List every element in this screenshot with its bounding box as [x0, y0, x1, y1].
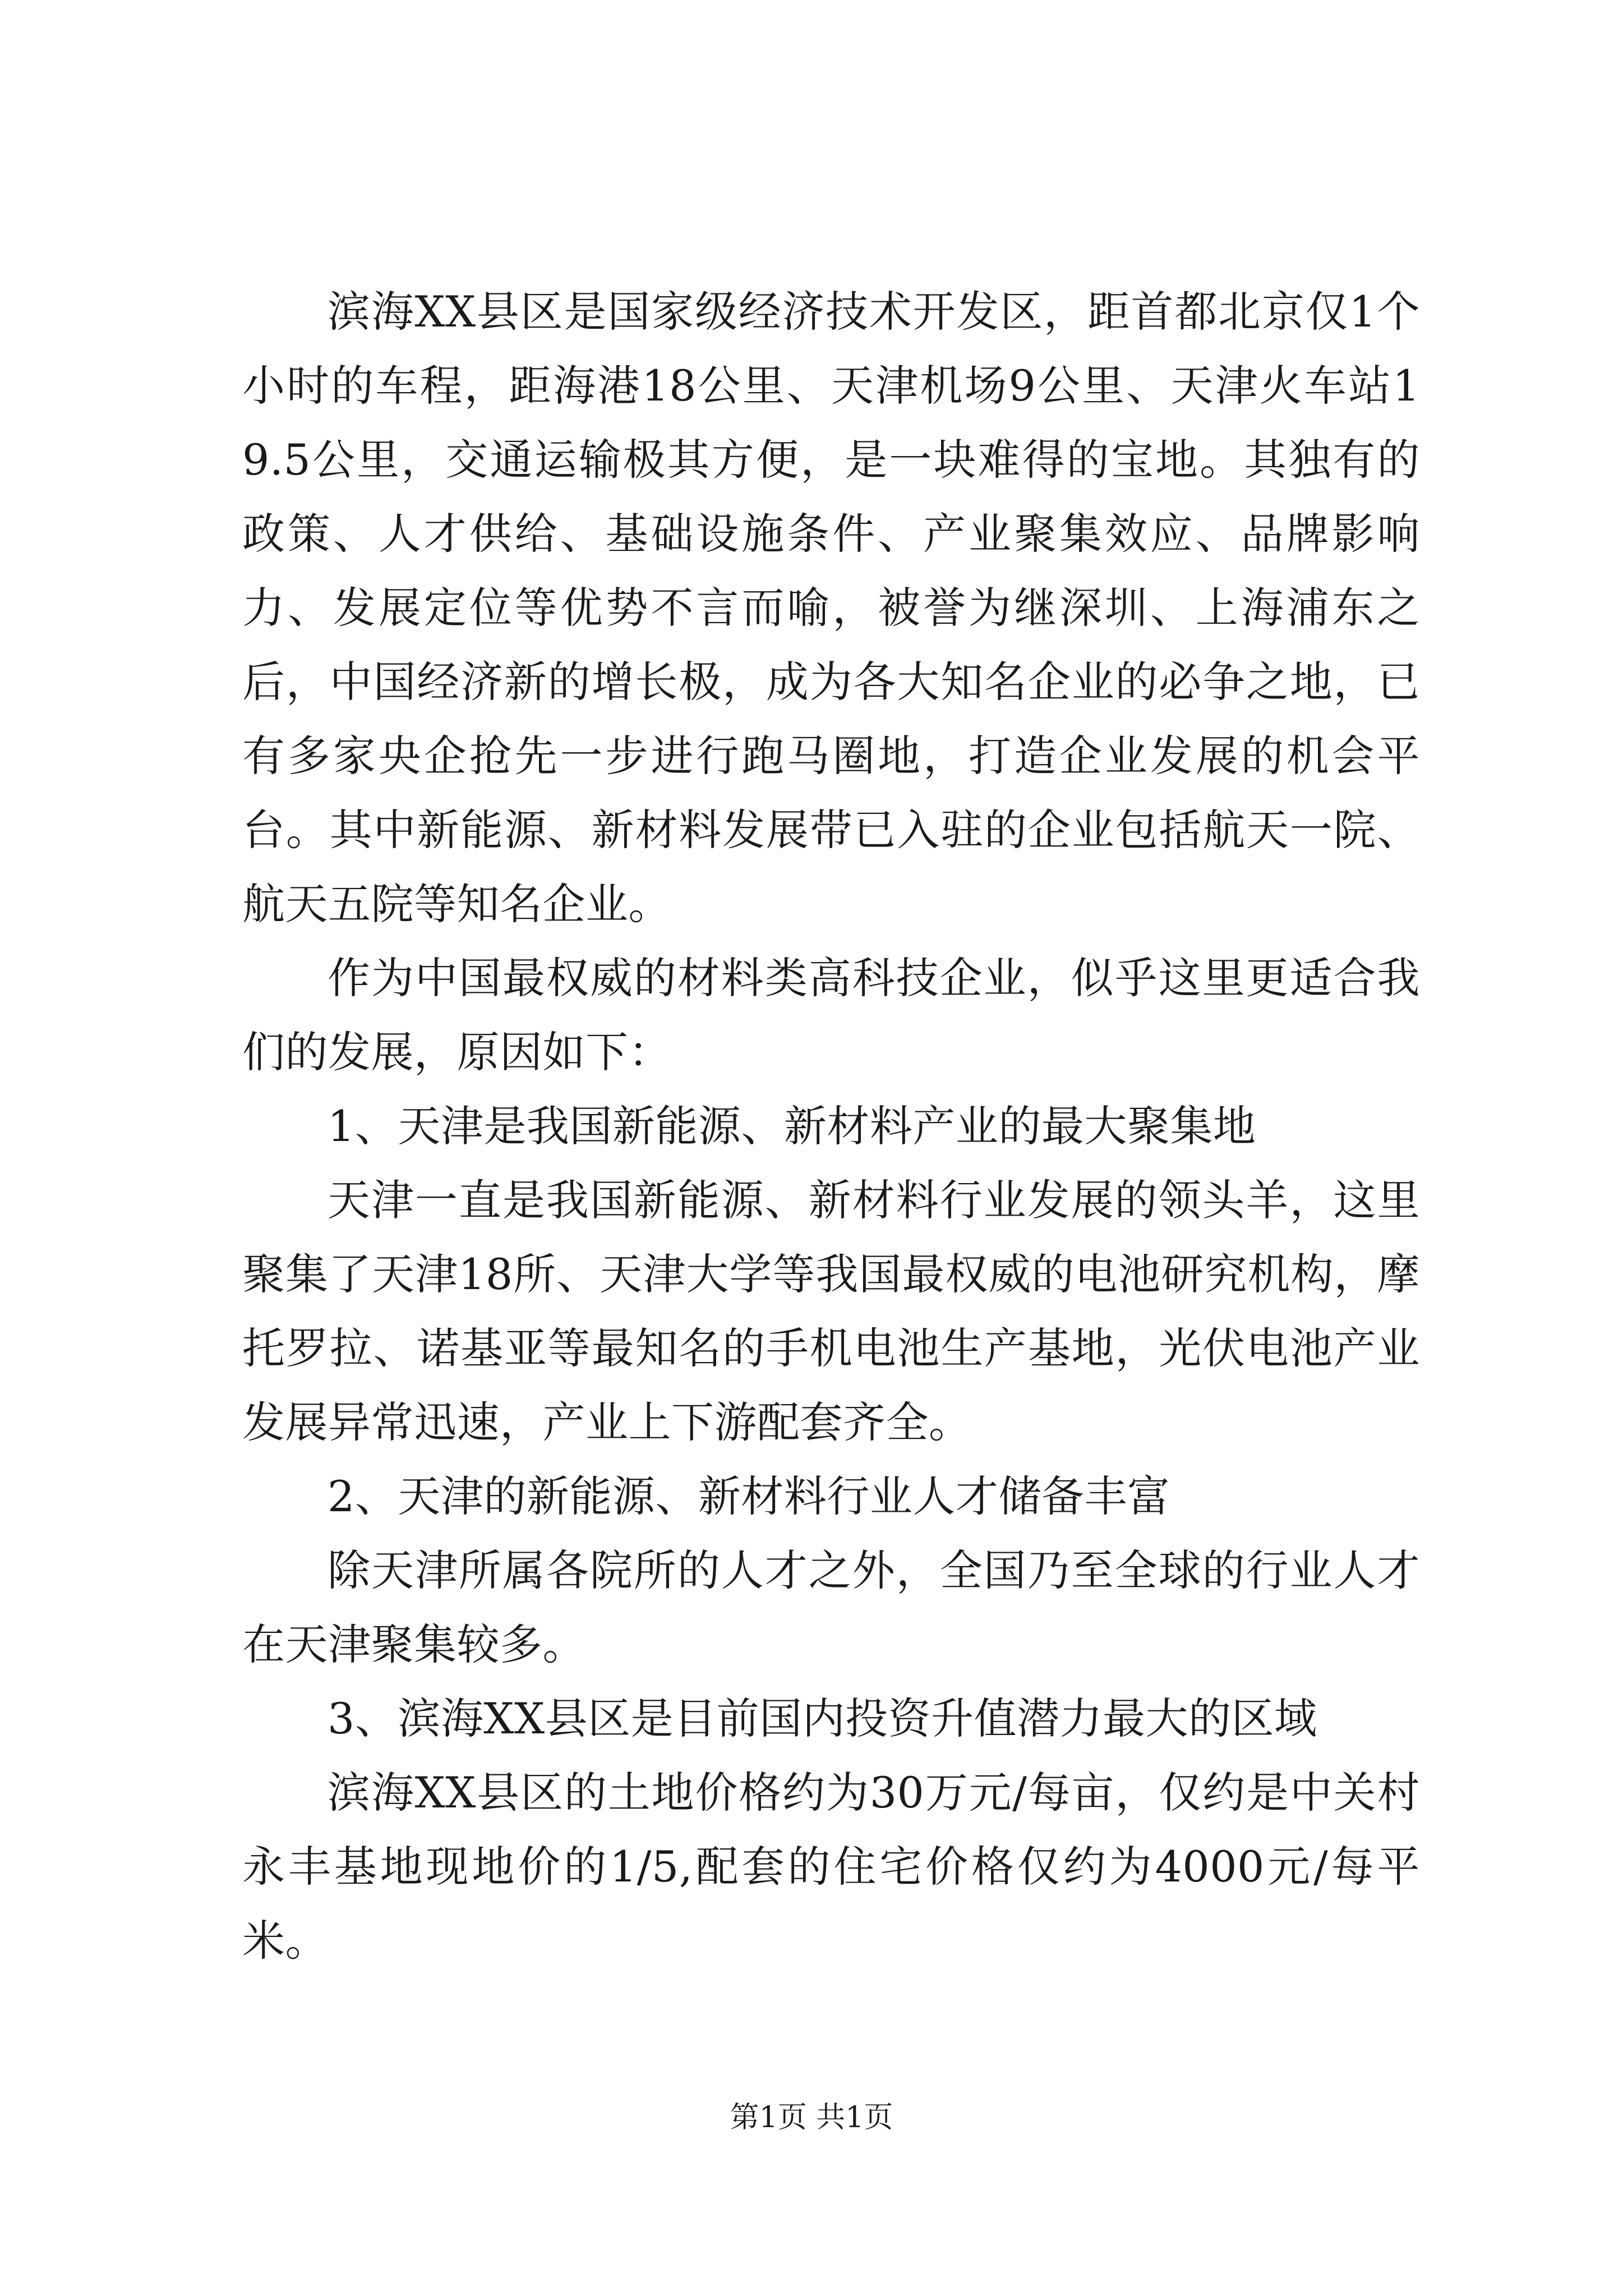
- heading-point-3: 3、滨海XX县区是目前国内投资升值潜力最大的区域: [328, 1694, 1317, 1743]
- paragraph-point-3: 滨海XX县区的土地价格约为30万元/每亩，仅约是中关村永丰基地现地价的1/5,配套的住宅价格仅约为4000元/每平米。: [242, 1768, 1420, 1966]
- paragraph-point-2: 除天津所属各院所的人才之外，全国乃至全球的行业人才在天津聚集较多。: [242, 1545, 1420, 1669]
- page-number-footer: 第1页 共1页: [730, 2101, 893, 2134]
- paragraph-point-1: 天津一直是我国新能源、新材料行业发展的领头羊，这里聚集了天津18所、天津大学等我国最权威的电池研究机构，摩托罗拉、诺基亚等最知名的手机电池生产基地，光伏电池产业发展异常迅速，产业上下游配套齐全。: [242, 1175, 1420, 1447]
- paragraph-reason-lead: 作为中国最权威的材料类高科技企业，似乎这里更适合我们的发展，原因如下：: [242, 953, 1420, 1077]
- heading-point-1: 1、天津是我国新能源、新材料产业的最大聚集地: [328, 1101, 1256, 1151]
- document-body: [242, 275, 1420, 1978]
- paragraph-intro: 滨海XX县区是国家级经济技术开发区，距首都北京仅1个小时的车程，距海港18公里、天津机场9公里、天津火车站19.5公里，交通运输极其方便，是一块难得的宝地。其独有的政策、人才供给、基础设施条件、产业聚集效应、品牌影响力、发展定位等优势不言而喻，被誉为继深圳、上海浦东之后，中国经济新的增长极，成为各大知名企业的必争之地，已有多家央企抢先一步进行跑马圈地，打造企业发展的机会平台。其中新能源、新材料发展带已入驻的企业包括航天一院、航天五院等知名企业。: [242, 287, 1420, 929]
- heading-point-2: 2、天津的新能源、新材料行业人才储备丰富: [328, 1471, 1170, 1521]
